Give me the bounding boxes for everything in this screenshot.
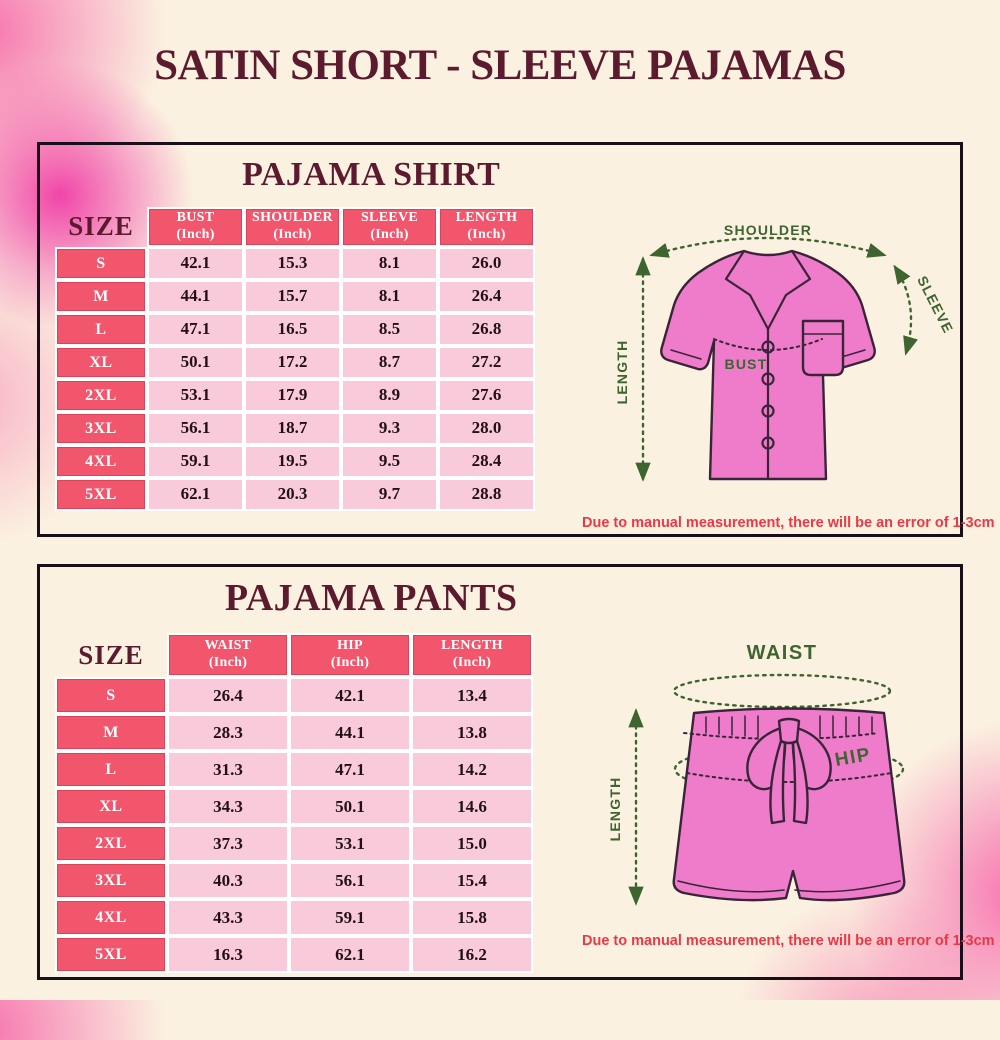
size-value-cell: 40.3 <box>167 862 289 899</box>
size-value-cell: 14.6 <box>411 788 533 825</box>
shirt-size-table <box>55 207 537 511</box>
column-header <box>147 207 244 247</box>
size-value-cell: 31.3 <box>167 751 289 788</box>
pants-measurement-diagram <box>598 633 978 925</box>
size-value-cell: 17.9 <box>244 379 341 412</box>
size-value-cell: 59.1 <box>289 899 411 936</box>
size-value-cell: 14.2 <box>411 751 533 788</box>
size-value-cell: 15.3 <box>244 247 341 280</box>
length-label: LENGTH <box>614 339 631 405</box>
size-value-cell: 62.1 <box>289 936 411 973</box>
size-row-label: XL <box>55 346 147 379</box>
size-value-cell: 8.7 <box>341 346 438 379</box>
size-row-label: 4XL <box>55 445 147 478</box>
size-value-cell: 15.8 <box>411 899 533 936</box>
pants-size-table <box>55 633 537 973</box>
sleeve-measure-arrow <box>895 267 911 353</box>
column-unit: (Inch) <box>330 655 370 671</box>
size-value-cell: 42.1 <box>289 677 411 714</box>
column-name: SHOULDER <box>252 209 333 225</box>
column-unit: (Inch) <box>370 226 409 242</box>
size-value-cell: 27.6 <box>438 379 535 412</box>
shirt-panel <box>37 142 995 537</box>
pants-panel-title: PAJAMA PANTS <box>224 576 518 619</box>
size-row-label: XL <box>55 788 167 825</box>
shirt-pocket <box>803 321 843 375</box>
sleeve-label: SLEEVE <box>914 272 958 336</box>
size-value-cell: 44.1 <box>289 714 411 751</box>
size-value-cell: 8.9 <box>341 379 438 412</box>
size-value-cell: 42.1 <box>147 247 244 280</box>
size-value-cell: 28.4 <box>438 445 535 478</box>
size-value-cell: 27.2 <box>438 346 535 379</box>
size-row-label: 5XL <box>55 478 147 511</box>
size-value-cell: 15.0 <box>411 825 533 862</box>
size-row-label: 3XL <box>55 862 167 899</box>
size-row-label: 5XL <box>55 936 167 973</box>
size-row-label: S <box>55 247 147 280</box>
size-value-cell: 15.4 <box>411 862 533 899</box>
column-header <box>341 207 438 247</box>
size-value-cell: 9.3 <box>341 412 438 445</box>
column-unit: (Inch) <box>452 655 492 671</box>
size-value-cell: 19.5 <box>244 445 341 478</box>
size-row-label: L <box>55 751 167 788</box>
column-unit: (Inch) <box>467 226 506 242</box>
size-value-cell: 43.3 <box>167 899 289 936</box>
size-value-cell: 18.7 <box>244 412 341 445</box>
column-header <box>289 633 411 677</box>
pants-table-column <box>40 633 537 973</box>
size-value-cell: 26.8 <box>438 313 535 346</box>
size-value-cell: 9.7 <box>341 478 438 511</box>
pants-measurement-note: Due to manual measurement, there will be an error of 1-3cm <box>582 933 995 950</box>
hip-label: HIP <box>833 744 873 772</box>
size-row-label: M <box>55 714 167 751</box>
size-value-cell: 53.1 <box>147 379 244 412</box>
pants-panel-body <box>40 633 995 973</box>
column-name: BUST <box>176 209 215 225</box>
size-value-cell: 47.1 <box>147 313 244 346</box>
size-value-cell: 15.7 <box>244 280 341 313</box>
size-row-label: 2XL <box>55 379 147 412</box>
size-value-cell: 9.5 <box>341 445 438 478</box>
size-value-cell: 28.8 <box>438 478 535 511</box>
size-value-cell: 44.1 <box>147 280 244 313</box>
shirt-measurement-note: Due to manual measurement, there will be an error of 1-3cm <box>582 514 995 531</box>
size-value-cell: 8.1 <box>341 280 438 313</box>
shirt-table-column <box>40 207 537 531</box>
waist-label: WAIST <box>746 642 818 665</box>
size-value-cell: 16.5 <box>244 313 341 346</box>
size-value-cell: 13.8 <box>411 714 533 751</box>
size-value-cell: 37.3 <box>167 825 289 862</box>
shirt-measurement-diagram <box>598 207 978 507</box>
size-row-label: L <box>55 313 147 346</box>
size-value-cell: 53.1 <box>289 825 411 862</box>
size-value-cell: 34.3 <box>167 788 289 825</box>
shirt-panel-body <box>40 207 995 531</box>
size-value-cell: 28.0 <box>438 412 535 445</box>
size-value-cell: 28.3 <box>167 714 289 751</box>
column-name: WAIST <box>204 638 252 654</box>
column-name: SLEEVE <box>360 209 419 225</box>
size-value-cell: 56.1 <box>289 862 411 899</box>
size-value-cell: 20.3 <box>244 478 341 511</box>
column-header <box>167 633 289 677</box>
size-value-cell: 26.0 <box>438 247 535 280</box>
size-value-cell: 8.5 <box>341 313 438 346</box>
size-value-cell: 8.1 <box>341 247 438 280</box>
size-value-cell: 47.1 <box>289 751 411 788</box>
column-unit: (Inch) <box>208 655 248 671</box>
shoulder-label: SHOULDER <box>724 221 813 238</box>
size-row-label: 3XL <box>55 412 147 445</box>
size-value-cell: 62.1 <box>147 478 244 511</box>
size-value-cell: 26.4 <box>438 280 535 313</box>
column-header <box>438 207 535 247</box>
pants-panel <box>37 564 995 980</box>
waist-measure-ellipse <box>674 675 890 707</box>
shoulder-measure-arrow <box>652 238 884 255</box>
size-value-cell: 56.1 <box>147 412 244 445</box>
size-value-cell: 17.2 <box>244 346 341 379</box>
size-value-cell: 50.1 <box>147 346 244 379</box>
shirt-figure-column <box>537 207 995 531</box>
size-value-cell: 13.4 <box>411 677 533 714</box>
size-row-label: S <box>55 677 167 714</box>
size-column-header: SIZE <box>68 211 134 242</box>
column-name: HIP <box>337 638 363 654</box>
column-header <box>244 207 341 247</box>
pants-figure-column <box>537 633 995 973</box>
column-name: LENGTH <box>455 209 518 225</box>
size-row-label: 4XL <box>55 899 167 936</box>
page-title: SATIN SHORT - SLEEVE PAJAMAS <box>154 42 846 89</box>
shirt-panel-title: PAJAMA SHIRT <box>242 155 501 193</box>
size-value-cell: 16.3 <box>167 936 289 973</box>
size-row-label: M <box>55 280 147 313</box>
size-row-label: 2XL <box>55 825 167 862</box>
size-value-cell: 26.4 <box>167 677 289 714</box>
size-value-cell: 16.2 <box>411 936 533 973</box>
length-label: LENGTH <box>607 776 624 842</box>
size-column-header: SIZE <box>78 640 144 671</box>
column-name: LENGTH <box>441 638 503 654</box>
column-header <box>411 633 533 677</box>
column-unit: (Inch) <box>176 226 215 242</box>
bust-label: BUST <box>724 355 768 372</box>
column-unit: (Inch) <box>273 226 312 242</box>
size-value-cell: 59.1 <box>147 445 244 478</box>
size-value-cell: 50.1 <box>289 788 411 825</box>
